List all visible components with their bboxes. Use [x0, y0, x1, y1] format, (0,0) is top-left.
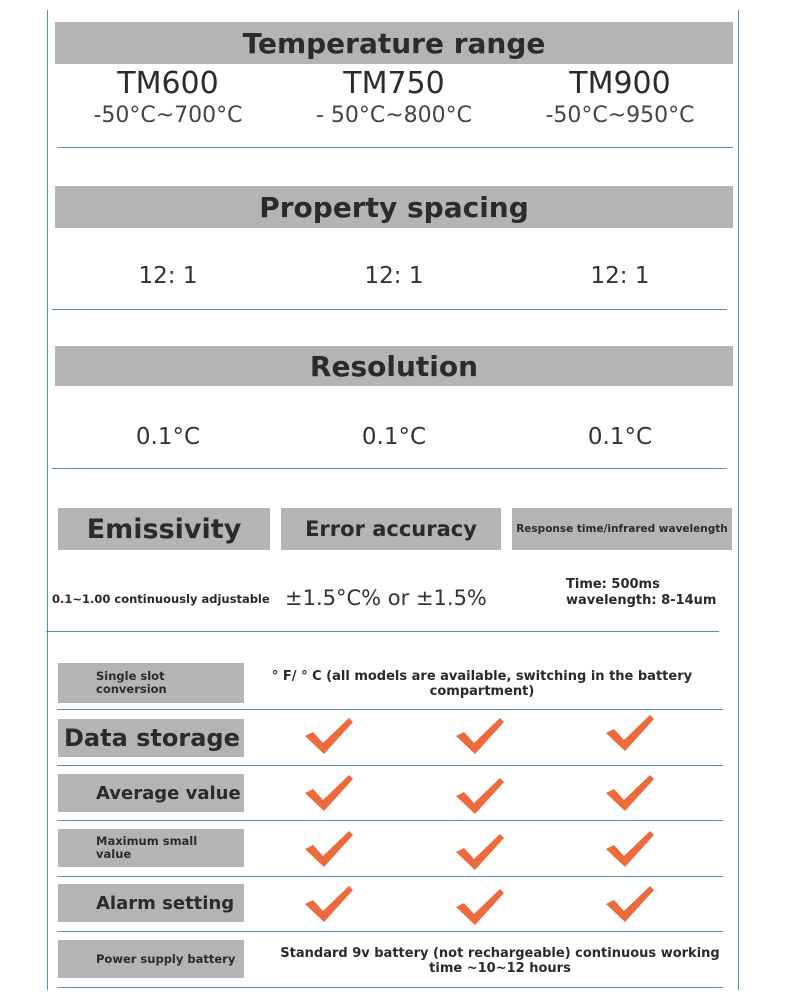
resolution-values [55, 424, 733, 450]
temperature-range-title: Temperature range [242, 26, 546, 60]
divider [52, 309, 727, 310]
divider [57, 147, 733, 148]
model-range: -50°C~950°C [545, 103, 695, 128]
model-name: TM750 [343, 66, 445, 101]
power-supply-label-box [58, 940, 244, 978]
check-icon [454, 716, 506, 756]
model-tm600 [55, 66, 281, 128]
check-icon [604, 713, 656, 753]
check-icon [303, 829, 355, 869]
divider [57, 765, 723, 766]
unit-conversion-value: ° F/ ° C (all models are available, switching in the battery compartment) [271, 669, 693, 699]
divider [57, 987, 723, 988]
time-value: Time: 500ms [566, 577, 660, 592]
unit-conversion-label-box [58, 663, 244, 703]
model-tm900 [507, 66, 733, 128]
error-accuracy-header [281, 508, 501, 550]
check-icon [303, 884, 355, 924]
check-icon [303, 716, 355, 756]
wavelength-value: wavelength: 8-14um [566, 593, 717, 608]
spacing-value: 12: 1 [590, 263, 650, 289]
power-supply-label: Power supply battery [96, 952, 236, 966]
spacing-value: 12: 1 [364, 263, 424, 289]
power-supply-value: Standard 9v battery (not rechargeable) continuous working time ~10~12 hours [280, 946, 720, 976]
divider [57, 709, 723, 710]
error-accuracy-value: ±1.5°C% or ±1.5% [285, 586, 487, 610]
resolution-value: 0.1°C [361, 424, 427, 450]
model-name: TM600 [117, 66, 219, 101]
property-spacing-header [55, 186, 733, 228]
average-value-label: Average value [96, 782, 241, 804]
emissivity-value: 0.1~1.00 continuously adjustable [52, 592, 270, 606]
unit-conversion-label: Single slot conversion [96, 669, 167, 696]
check-icon [604, 884, 656, 924]
max-min-label-box [58, 829, 244, 867]
property-spacing-title: Property spacing [259, 190, 529, 224]
average-value-label-box [58, 774, 244, 812]
error-accuracy-label: Error accuracy [305, 517, 477, 541]
model-name: TM900 [569, 66, 671, 101]
max-min-label: Maximum small value [96, 834, 198, 861]
divider [46, 631, 719, 632]
check-icon [454, 776, 506, 816]
divider [57, 931, 723, 932]
divider [52, 468, 727, 469]
temperature-range-header [55, 22, 733, 64]
emissivity-label: Emissivity [86, 513, 242, 545]
divider [57, 820, 723, 821]
check-icon [604, 773, 656, 813]
model-range: -50°C~700°C [93, 103, 243, 128]
divider [57, 876, 723, 877]
resolution-value: 0.1°C [135, 424, 201, 450]
alarm-setting-label: Alarm setting [96, 892, 235, 914]
model-range: - 50°C~800°C [315, 103, 473, 128]
model-ranges [55, 66, 733, 128]
spacing-value: 12: 1 [138, 263, 198, 289]
data-storage-label: Data storage [64, 724, 240, 752]
resolution-header [55, 346, 733, 386]
response-time-value [566, 577, 716, 609]
check-icon [604, 829, 656, 869]
property-spacing-values [55, 263, 733, 289]
check-icon [303, 773, 355, 813]
emissivity-header [58, 508, 270, 550]
data-storage-label-box [58, 719, 244, 757]
response-time-label: Response time/infrared wavelength [516, 523, 728, 535]
resolution-value: 0.1°C [587, 424, 653, 450]
resolution-title: Resolution [309, 349, 479, 383]
model-tm750 [281, 66, 507, 128]
response-time-header [512, 508, 732, 550]
check-icon [454, 887, 506, 927]
alarm-setting-label-box [58, 884, 244, 922]
check-icon [454, 832, 506, 872]
